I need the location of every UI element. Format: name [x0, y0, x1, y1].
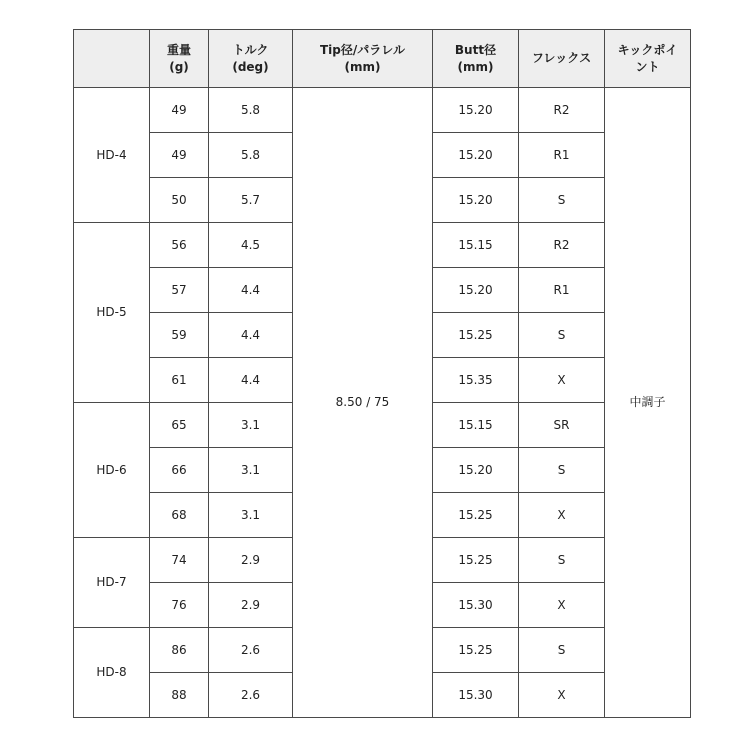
header-tip-label: Tip径/パラレル: [320, 42, 405, 57]
header-torque-label: トルク: [232, 42, 269, 57]
header-row: [74, 30, 691, 88]
weight-cell: 88: [150, 673, 209, 718]
model-name-cell: HD-5: [74, 223, 150, 403]
butt-cell: 15.25: [433, 493, 519, 538]
butt-cell: 15.30: [433, 583, 519, 628]
header-butt-unit: (mm): [457, 59, 494, 74]
table-row: [74, 88, 691, 133]
flex-cell: X: [519, 583, 605, 628]
torque-cell: 3.1: [209, 448, 293, 493]
flex-cell: R2: [519, 223, 605, 268]
weight-cell: 65: [150, 403, 209, 448]
flex-cell: X: [519, 673, 605, 718]
butt-cell: 15.25: [433, 538, 519, 583]
butt-cell: 15.20: [433, 88, 519, 133]
torque-cell: 5.8: [209, 133, 293, 178]
torque-cell: 5.8: [209, 88, 293, 133]
torque-cell: 4.4: [209, 268, 293, 313]
butt-cell: 15.15: [433, 403, 519, 448]
butt-cell: 15.15: [433, 223, 519, 268]
header-blank: [74, 30, 150, 88]
torque-cell: 4.5: [209, 223, 293, 268]
weight-cell: 68: [150, 493, 209, 538]
weight-cell: 50: [150, 178, 209, 223]
tip-parallel-cell: 8.50 / 75: [293, 88, 433, 718]
weight-cell: 86: [150, 628, 209, 673]
weight-cell: 49: [150, 88, 209, 133]
weight-cell: 59: [150, 313, 209, 358]
model-name-cell: HD-4: [74, 88, 150, 223]
table-header: [74, 30, 691, 88]
butt-cell: 15.35: [433, 358, 519, 403]
header-weight-label: 重量: [166, 42, 191, 57]
flex-cell: S: [519, 178, 605, 223]
torque-cell: 2.6: [209, 628, 293, 673]
weight-cell: 56: [150, 223, 209, 268]
header-kick-label-line1: キックポイ: [617, 42, 678, 57]
butt-cell: 15.20: [433, 178, 519, 223]
torque-cell: 5.7: [209, 178, 293, 223]
butt-cell: 15.25: [433, 628, 519, 673]
header-kick: [605, 30, 691, 88]
flex-cell: R1: [519, 268, 605, 313]
model-name-cell: HD-6: [74, 403, 150, 538]
torque-cell: 4.4: [209, 358, 293, 403]
weight-cell: 76: [150, 583, 209, 628]
torque-cell: 2.6: [209, 673, 293, 718]
weight-cell: 57: [150, 268, 209, 313]
shaft-spec-table: [73, 29, 691, 718]
header-weight: [150, 30, 209, 88]
butt-cell: 15.20: [433, 133, 519, 178]
header-flex-label: フレックス: [531, 51, 592, 65]
weight-cell: 74: [150, 538, 209, 583]
flex-cell: X: [519, 358, 605, 403]
butt-cell: 15.30: [433, 673, 519, 718]
torque-cell: 3.1: [209, 403, 293, 448]
torque-cell: 4.4: [209, 313, 293, 358]
flex-cell: S: [519, 448, 605, 493]
header-butt-label: Butt径: [454, 42, 497, 57]
table-body: [74, 88, 691, 718]
header-torque: [209, 30, 293, 88]
weight-cell: 49: [150, 133, 209, 178]
flex-cell: R1: [519, 133, 605, 178]
butt-cell: 15.20: [433, 268, 519, 313]
header-tip: [293, 30, 433, 88]
header-torque-unit: (deg): [232, 59, 269, 74]
flex-cell: SR: [519, 403, 605, 448]
header-weight-unit: (g): [169, 59, 189, 74]
torque-cell: 2.9: [209, 538, 293, 583]
header-tip-unit: (mm): [344, 59, 381, 74]
model-name-cell: HD-8: [74, 628, 150, 718]
flex-cell: X: [519, 493, 605, 538]
flex-cell: R2: [519, 88, 605, 133]
kick-point-cell: 中調子: [605, 88, 691, 718]
header-butt: [433, 30, 519, 88]
flex-cell: S: [519, 628, 605, 673]
torque-cell: 3.1: [209, 493, 293, 538]
butt-cell: 15.25: [433, 313, 519, 358]
weight-cell: 66: [150, 448, 209, 493]
header-flex: [519, 30, 605, 88]
flex-cell: S: [519, 538, 605, 583]
torque-cell: 2.9: [209, 583, 293, 628]
flex-cell: S: [519, 313, 605, 358]
butt-cell: 15.20: [433, 448, 519, 493]
weight-cell: 61: [150, 358, 209, 403]
header-kick-label-line2: ント: [635, 59, 660, 74]
model-name-cell: HD-7: [74, 538, 150, 628]
